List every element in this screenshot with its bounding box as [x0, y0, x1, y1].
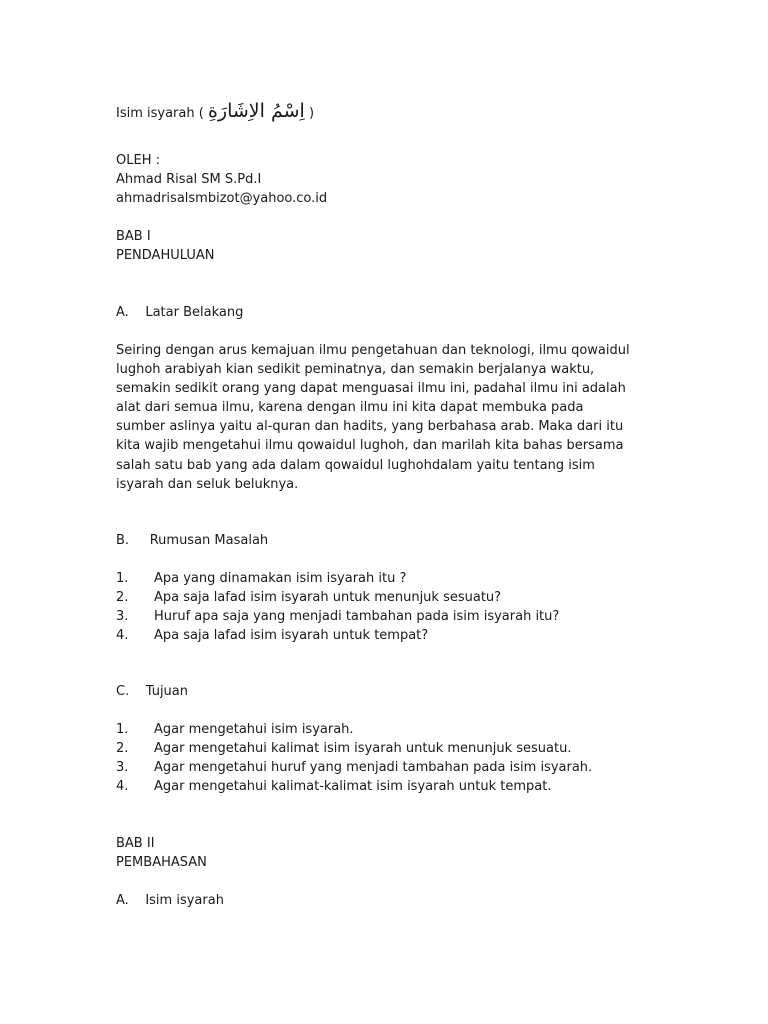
list-text: Apa saja lafad isim isyarah untuk menunjuk sesuatu?: [154, 590, 502, 605]
list-item: [116, 588, 501, 607]
list-number: 4.: [116, 628, 129, 643]
list-number: 1.: [116, 722, 129, 737]
title-arabic: اِسْمُ الاِشَارَةِ: [207, 100, 305, 122]
list-number: 3.: [116, 609, 129, 624]
list-number: 3.: [116, 760, 129, 775]
title-prefix: Isim isyarah (: [116, 106, 204, 121]
list-number: 2.: [116, 590, 129, 605]
list-text: Agar mengetahui huruf yang menjadi tambahan pada isim isyarah.: [154, 760, 593, 775]
list-item: [116, 739, 571, 758]
section-c-heading: C. Tujuan: [116, 684, 189, 699]
paragraph-line: salah satu bab yang ada dalam qowaidul lughohdalam yaitu tentang isim: [116, 457, 595, 473]
bab2-section-a-heading: A. Isim isyarah: [116, 893, 224, 908]
list-item: [116, 777, 551, 796]
list-number: 2.: [116, 741, 129, 756]
paragraph-line: semakin sedikit orang yang dapat menguasai ilmu ini, padahal ilmu ini adalah: [116, 381, 626, 397]
list-text: Huruf apa saja yang menjadi tambahan pada isim isyarah itu?: [154, 609, 560, 624]
document-title: [116, 100, 314, 122]
bab1-heading: BAB I: [116, 229, 151, 244]
list-item: [116, 720, 354, 739]
paragraph-line: lughoh arabiyah kian sedikit peminatnya, dan semakin berjalanya waktu,: [116, 362, 595, 378]
bab1-subheading: PENDAHULUAN: [116, 248, 215, 263]
title-suffix: ): [308, 106, 315, 121]
list-text: Agar mengetahui kalimat-kalimat isim isyarah untuk tempat.: [154, 779, 552, 794]
list-item: [116, 569, 406, 588]
author-email: ahmadrisalsmbizot@yahoo.co.id: [116, 191, 328, 206]
paragraph-line: isyarah dan seluk beluknya.: [116, 476, 299, 492]
list-item: [116, 607, 559, 626]
list-number: 1.: [116, 571, 129, 586]
list-text: Apa saja lafad isim isyarah untuk tempat?: [154, 628, 429, 643]
list-text: Apa yang dinamakan isim isyarah itu ?: [154, 571, 407, 586]
author-name: Ahmad Risal SM S.Pd.I: [116, 172, 262, 187]
list-number: 4.: [116, 779, 129, 794]
list-text: Agar mengetahui kalimat isim isyarah untuk menunjuk sesuatu.: [154, 741, 572, 756]
paragraph-line: alat dari semua ilmu, karena dengan ilmu ini kita dapat membuka pada: [116, 400, 584, 416]
section-a-heading: A. Latar Belakang: [116, 305, 244, 320]
paragraph-line: sumber aslinya yaitu al-quran dan hadits, yang berbahasa arab. Maka dari itu: [116, 419, 624, 435]
background-paragraph: [116, 341, 656, 494]
list-text: Agar mengetahui isim isyarah.: [154, 722, 354, 737]
bab2-heading: BAB II: [116, 836, 155, 851]
section-b-heading: B. Rumusan Masalah: [116, 533, 269, 548]
paragraph-line: kita wajib mengetahui ilmu qowaidul lughoh, dan marilah kita bahas bersama: [116, 438, 624, 454]
list-item: [116, 626, 428, 645]
author-label: OLEH :: [116, 153, 160, 168]
paragraph-line: Seiring dengan arus kemajuan ilmu pengetahuan dan teknologi, ilmu qowaidul: [116, 343, 630, 358]
bab2-subheading: PEMBAHASAN: [116, 855, 207, 870]
list-item: [116, 758, 592, 777]
